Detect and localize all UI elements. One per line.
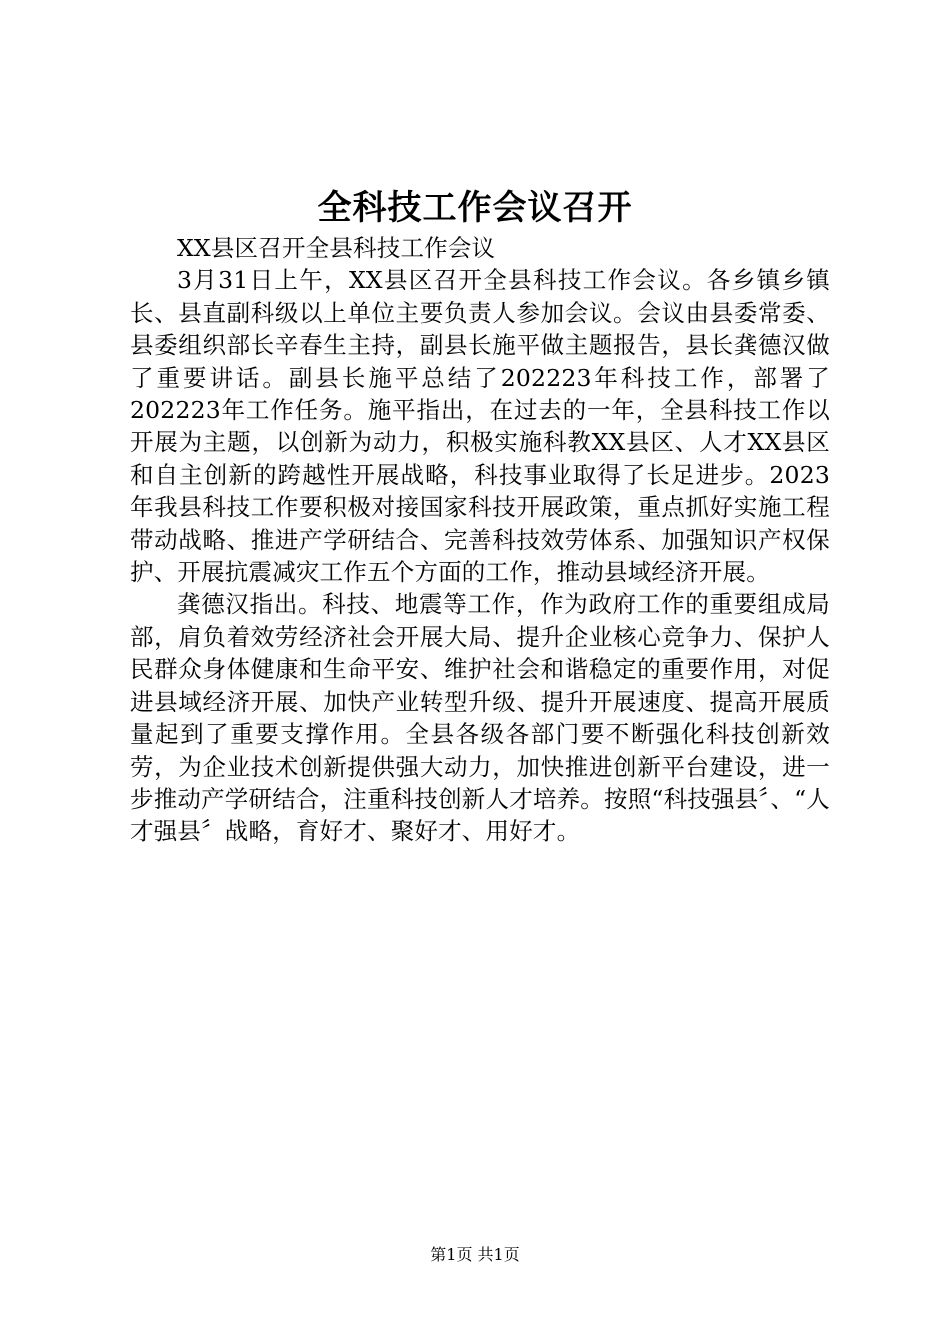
document-body (130, 232, 830, 848)
paragraph-heading: XX县区召开全县科技工作会议 (177, 234, 496, 262)
page-footer: 第1页 共1页 (430, 1245, 520, 1264)
document-title: 全科技工作会议召开 (317, 188, 633, 228)
paragraph-speech-summary: 龚德汉指出。科技、地震等工作，作为政府工作的重要组成局部，肩负着效劳经济社会开展大局、提升企业核心竞争力、保护人民群众身体健康和生命平安、维护社会和谐稳定的重要作用，对促进县域经济开展、加快产业转型升级、提升开展速度、提高开展质量起到了重要支撑作用。全县各级各部门要不断强化科技创新效劳，为企业技术创新提供强大动力，加快推进创新平台建设，进一步推动产学研结合，注重科技创新人才培养。按照“科技强县〞、“人才强县〞战略，育好才、聚好才、用好才。 (130, 590, 830, 846)
paragraph-meeting-summary: 3月31日上午，XX县区召开全县科技工作会议。各乡镇乡镇长、县直副科级以上单位主要负责人参加会议。会议由县委常委、县委组织部长辛春生主持，副县长施平做主题报告，县长龚德汉做了重要讲话。副县长施平总结了202223年科技工作，部署了202223年工作任务。施平指出，在过去的一年，全县科技工作以开展为主题，以创新为动力，积极实施科教XX县区、人才XX县区和自主创新的跨越性开展战略，科技事业取得了长足进步。2023年我县科技工作要积极对接国家科技开展政策，重点抓好实施工程带动战略、推进产学研结合、完善科技效劳体系、加强知识产权保护、开展抗震减灾工作五个方面的工作，推动县域经济开展。 (130, 266, 830, 587)
